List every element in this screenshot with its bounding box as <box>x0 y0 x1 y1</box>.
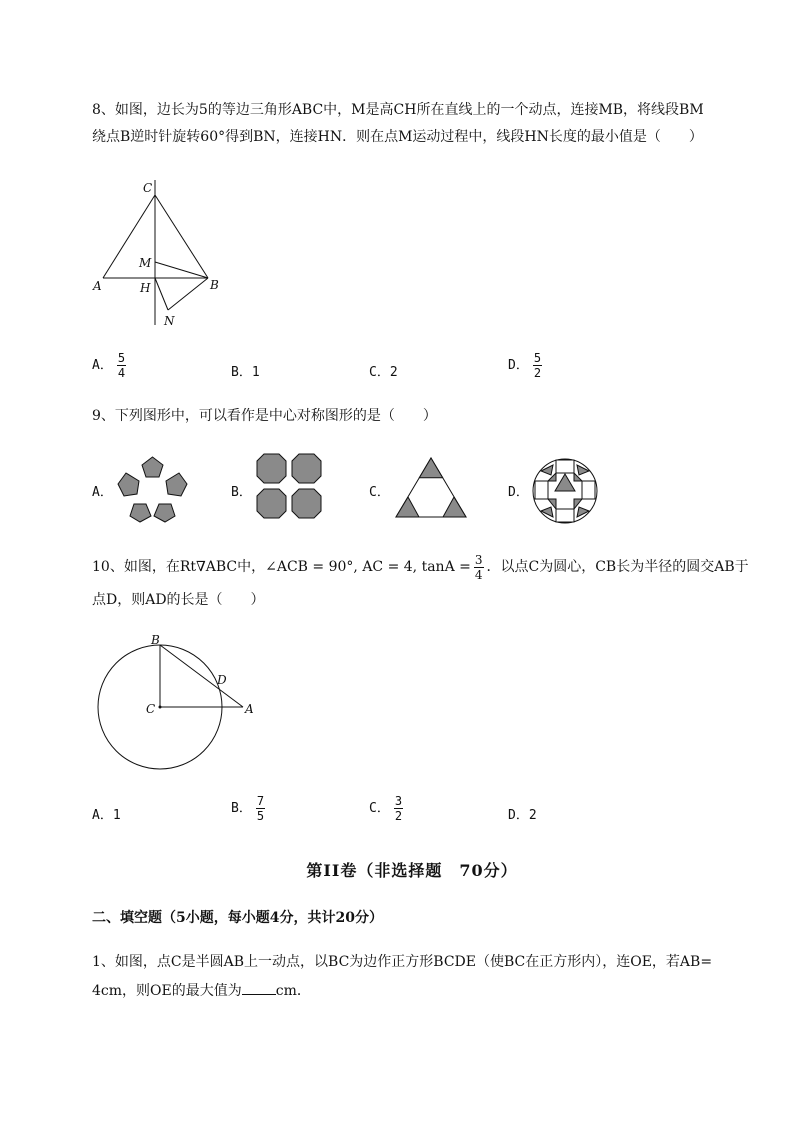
label-c: C <box>143 181 153 195</box>
option-d-fraction <box>533 351 542 380</box>
frac-den: 2 <box>533 366 542 380</box>
center-triangle <box>555 474 575 491</box>
fill1-text-b: cm． <box>275 983 311 999</box>
octagon <box>257 454 286 483</box>
octagon <box>292 454 321 483</box>
frac-num: 7 <box>256 794 265 808</box>
label-n: N <box>164 314 175 328</box>
square <box>556 460 574 473</box>
rim-triangle <box>577 465 589 475</box>
frac-num: 3 <box>474 552 483 567</box>
q9-option-b-label: B． <box>231 485 252 500</box>
octagon <box>292 489 321 518</box>
side-cb <box>155 195 208 278</box>
q9-option-d-label: D． <box>508 485 529 500</box>
option-b-prefix: B． <box>231 801 252 816</box>
segment-mb <box>155 262 208 278</box>
label-a: A <box>93 279 102 293</box>
rim-triangle <box>541 465 553 475</box>
center-point <box>159 706 162 709</box>
option-c-prefix: C． <box>369 801 390 816</box>
q8-triangle-figure <box>85 170 235 335</box>
pentagon <box>166 473 187 496</box>
frac-den: 5 <box>256 809 265 823</box>
segment-bn <box>168 278 208 310</box>
q9-text: 9、下列图形中，可以看作是中心对称图形的是（ ） <box>92 408 437 424</box>
option-d-prefix: D． <box>508 358 529 373</box>
label-d: D <box>217 673 227 687</box>
q8-option-d <box>508 351 542 380</box>
q8-line-1: 8、如图，边长为5的等边三角形ABC中，M是高CH所在直线上的一个动点，连接MB，将线段BM <box>92 102 704 118</box>
q9-figure-c-triangle <box>393 455 469 520</box>
answer-blank[interactable] <box>242 982 276 995</box>
label-m: M <box>139 256 152 270</box>
segment-hn <box>155 278 168 310</box>
pentagon <box>142 457 163 477</box>
frac-den: 4 <box>474 567 483 582</box>
pentagon <box>154 504 175 522</box>
q10-option-c <box>369 794 403 823</box>
label-b: B <box>210 278 219 292</box>
octagon <box>257 489 286 518</box>
segment-ba <box>160 645 243 707</box>
corner-triangle <box>396 497 419 517</box>
rim-triangle <box>541 507 553 517</box>
corner-triangle <box>443 497 466 517</box>
section-subtitle: 二、填空题（5小题，每小题4分，共计20分） <box>92 910 383 926</box>
option-a-prefix: A． <box>92 358 113 373</box>
option-c-fraction <box>394 794 403 823</box>
corner-triangle <box>419 458 442 478</box>
frac-den: 4 <box>117 366 126 380</box>
square <box>535 481 548 499</box>
section-title: 第II卷（非选择题 70分） <box>306 861 518 880</box>
square <box>582 481 595 499</box>
frac-num: 3 <box>394 794 403 808</box>
fill1-line-1: 1、如图，点C是半圆AB上一动点，以BC为边作正方形BCDE（使BC在正方形内），连OE，若AB= <box>92 954 713 970</box>
square <box>556 509 574 522</box>
q8-option-a <box>92 351 126 380</box>
q10-option-d: D．2 <box>508 808 537 823</box>
q10-line-2: 点D，则AD的长是（ ） <box>92 592 265 608</box>
label-b: B <box>151 633 160 647</box>
q8-option-b: B．1 <box>231 365 260 380</box>
q9-figure-d-circle-pattern <box>531 457 599 525</box>
option-a-fraction <box>117 351 126 380</box>
q8-line-2: 绕点B逆时针旋转60°得到BN，连接HN．则在点M运动过程中，线段HN长度的最小值是（ ） <box>92 129 703 145</box>
label-h: H <box>140 281 151 295</box>
label-c: C <box>146 702 156 716</box>
frac-num: 5 <box>533 351 542 365</box>
fill1-line-2 <box>92 976 742 1007</box>
q9-option-c-label: C． <box>369 485 390 500</box>
frac-num: 5 <box>117 351 126 365</box>
option-b-fraction <box>256 794 265 823</box>
q9-figure-a-pentagons <box>115 452 190 524</box>
pentagon <box>118 473 139 496</box>
q10-line-1 <box>92 552 752 583</box>
q9-figure-b-octagons <box>255 452 323 520</box>
q10-option-a: A．1 <box>92 808 121 823</box>
q10-tan-fraction <box>474 553 484 582</box>
q10-text-b: ．以点C为圆心，CB长为半径的圆交AB于 <box>486 559 749 575</box>
q8-option-c: C．2 <box>369 365 398 380</box>
rim-triangle <box>577 507 589 517</box>
q10-text-a: 10、如图，在Rt∇ABC中，∠ACB = 90°, AC = 4, tanA = <box>92 559 471 575</box>
frac-den: 2 <box>394 809 403 823</box>
pentagon <box>130 504 151 522</box>
q9-option-a-label: A． <box>92 485 113 500</box>
q10-circle-figure <box>90 630 270 775</box>
label-a: A <box>245 702 254 716</box>
q10-option-b <box>231 794 265 823</box>
fill1-text-a: 4cm，则OE的最大值为 <box>92 983 242 999</box>
